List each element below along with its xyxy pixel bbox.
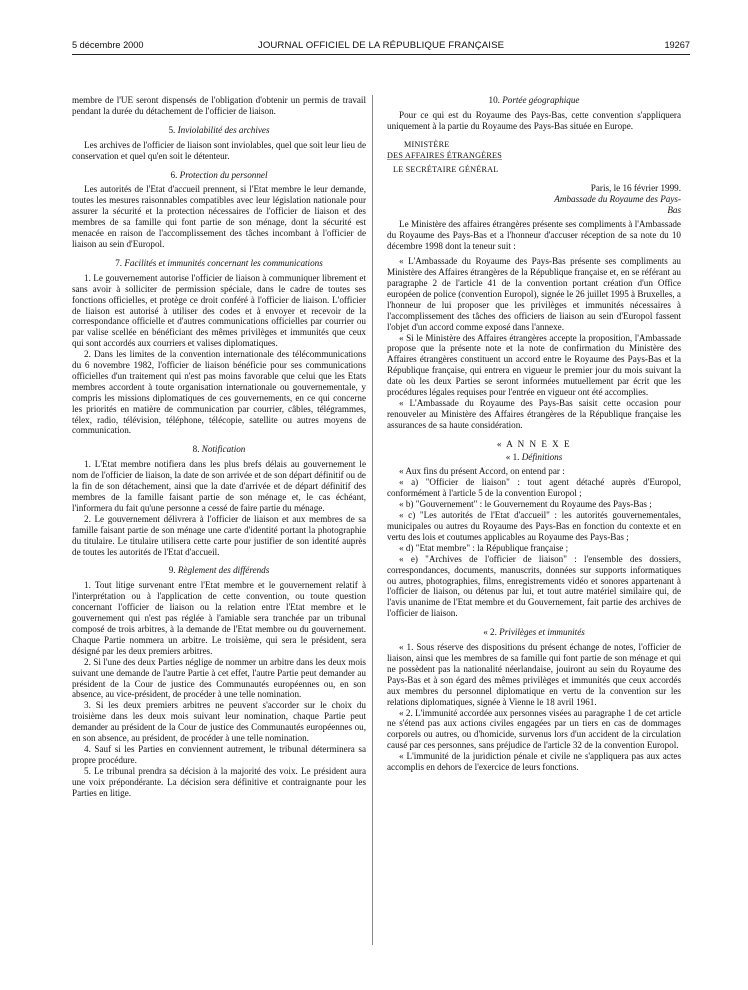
paragraph: 1. L'Etat membre notifiera dans les plus brefs délais au gouvernement le nom de l'officier de liaison, la date de son arrivée et de son départ définitif ou de la fin de son détachement, ainsi que la date d'arrivée et de départ définitif des membres de la famille faisant partie de son ménage et, le cas échéant, l'informera du fait qu'une personne a cessé de faire partie du ménage. (72, 459, 366, 513)
annex-heading: « A N N E X E (496, 438, 572, 449)
section-heading: 10. Portée géographique (488, 95, 580, 105)
definition-item: « a) "Officier de liaison" : tout agent détaché auprès d'Europol, conformément à l'article 5 de la convention Europol ; (387, 477, 681, 499)
paragraph: 2. Si l'une des deux Parties néglige de nommer un arbitre dans les deux mois suivant une demande de l'autre Partie à cet effet, l'autre Partie peut demander au président de la Cour de justice des Communautés européennes ou, en son absence, au vice-président, de procéder à une telle nomination. (72, 656, 366, 700)
paragraph: « Aux fins du présent Accord, on entend par : (399, 466, 565, 477)
definition-item: « b) "Gouvernement" : le Gouvernement du Royaume des Pays-Bas ; (399, 499, 652, 510)
section-heading: « 1. Définitions (505, 451, 563, 462)
header-rule (72, 54, 690, 55)
paragraph: 2. Dans les limites de la convention internationale des télécommunications du 6 novembre 1982, l'officier de liaison bénéficie pour ses communications officielles d'un traitement qui n'est pas moins favorable que celui que les Etats membres accordent à toute organisation internationale ou gouvernementale, y compris les missions diplomatiques de ces gouvernements, en ce qui concerne les priorités en matière de communication par courrier, câbles, télégrammes, télex, radio, télévision, téléphone, télécopie, satellite ou autres moyens de communication. (72, 349, 366, 436)
section-heading: 5. Inviolabilité des archives (168, 124, 270, 135)
place-date: Paris, le 16 février 1999. (590, 182, 681, 193)
paragraph: Pour ce qui est du Royaume des Pays-Bas, cette convention s'appliquera uniquement à la partie du Royaume des Pays-Bas située en Europe. (387, 109, 681, 131)
paragraph: 1. Le gouvernement autorise l'officier de liaison à communiquer librement et sans avoir à solliciter de permission spéciale, dans le cadre de toutes ses fonctions officielles, et protège ce droit conféré à l'officier de liaison. L'officier de liaison est autorisé à utiliser des codes et à envoyer et recevoir de la correspondance officielle et d'autres communications officielles par courrier ou par valise scellée en bénéficiant des mêmes privilèges et immunités que ceux qui sont accordés aux courriers et valises diplomatiques. (72, 272, 366, 349)
section-heading: 8. Notification (192, 444, 246, 455)
section-heading: 6. Protection du personnel (170, 169, 268, 180)
paragraph: « L'Ambassade du Royaume des Pays-Bas présente ses compliments au Ministère des Affaires étrangères de la République française et, en se référant au paragraphe 2 de l'article 41 de la convention portant création d'un Office européen de police (convention Europol), signée le 26 juillet 1995 à Bruxelles, a l'honneur de lui proposer que les privilèges et immunités nécessaires à l'accomplissement des tâches des officiers de liaison au sein d'Europol fassent l'objet d'un accord comme exposé dans l'annexe. (387, 256, 681, 332)
section-heading: 9. Règlement des différends (168, 565, 270, 576)
issue-date: 5 décembre 2000 (72, 40, 144, 50)
addressee: Ambassade du Royaume des Pays-Bas (554, 193, 681, 215)
paragraph: « Si le Ministère des Affaires étrangères accepte la proposition, l'Ambassade propose que la présente note et la note de confirmation du Ministère des Affaires étrangères constituent un accord entre le Royaume des Pays-Bas et la République française, qui entrera en vigueur le premier jour du mois suivant la date où les deux Parties se seront informées mutuellement par écrit que les procédures légales requises pour l'entrée en vigueur ont été accomplies. (387, 332, 681, 398)
definition-item: « e) "Archives de l'officier de liaison" : l'ensemble des dossiers, correspondances, documents, manuscrits, données sur supports informatiques ou autres, photographies, films, enregistrements vidéo et sonores appartenant à l'officier de liaison, ou détenus par lui, et tout autre matériel similaire qui, de l'avis unanime de l'Etat membre et du Gouvernement, fait partie des archives de l'officier de liaison. (387, 553, 681, 619)
paragraph: 4. Sauf si les Parties en conviennent autrement, le tribunal déterminera sa propre procédure. (72, 743, 366, 765)
page-number: 19267 (664, 40, 690, 50)
paragraph: « L'immunité de la juridiction pénale et civile ne s'appliquera pas aux actes accomplis en dehors de l'exercice de leurs fonctions. (387, 751, 681, 773)
paragraph: Les archives de l'officier de liaison sont inviolables, quel que soit leur lieu de conservation et quel qu'en soit le détenteur. (72, 139, 366, 161)
ministry-letterhead: MINISTÈRE DES AFFAIRES ÉTRANGÈRES LE SECRÉTAIRE GÉNÉRAL (387, 139, 502, 174)
section-heading: « 2. Privilèges et immunités (483, 627, 585, 638)
section-heading: 7. Facilités et immunités concernant les communications (115, 257, 323, 268)
left-column (72, 95, 366, 798)
paragraph: Les autorités de l'Etat d'accueil prennent, si l'Etat membre le leur demande, toutes les mesures raisonnables compatibles avec leur législation nationale pour assurer la sécurité et la protection nécessaires de l'officier de liaison et des membres de sa famille qui font partie de son ménage, dont la sécurité est menacée en raison de l'accomplissement des tâches incombant à l'officier de liaison au sein d'Europol. (72, 184, 366, 249)
definition-item: « c) "Les autorités de l'Etat d'accueil" : les autorités gouvernementales, municipales ou autres du Royaume des Pays-Bas en fonction du contexte et en vertu des lois et coutumes applicables au Royaume des Pays-Bas ; (387, 510, 681, 542)
column-divider (372, 95, 373, 945)
paragraph: « L'Ambassade du Royaume des Pays-Bas saisit cette occasion pour renouveler au Ministère des Affaires étrangères de la République française les assurances de sa haute considération. (387, 397, 681, 430)
definition-item: « d) "Etat membre" : la République française ; (399, 542, 569, 553)
paragraph: 1. Tout litige survenant entre l'Etat membre et le gouvernement relatif à l'interprétation ou à l'application de cette convention, ou toute question concernant l'officier de liaison ou la relation entre l'Etat membre et le gouvernement qui n'est pas réglée à l'amiable sera tranchée par un tribunal composé de trois arbitres, à la demande de l'Etat membre ou du gouvernement. Chaque Partie nommera un arbitre. Le troisième, qui sera le président, sera désigné par les deux premiers arbitres. (72, 580, 366, 656)
page-header (72, 40, 690, 54)
journal-title: JOURNAL OFFICIEL DE LA RÉPUBLIQUE FRANÇAISE (257, 40, 505, 51)
paragraph: « 2. L'immunité accordée aux personnes visées au paragraphe 1 de cet article ne s'étend pas aux actions civiles engagées par un tiers en cas de dommages corporels ou autres, ou d'homicide, survenus lors d'un accident de la circulation causé par ces personnes, sans préjudice de l'article 32 de la convention Europol. (387, 707, 681, 751)
paragraph: 2. Le gouvernement délivrera à l'officier de liaison et aux membres de sa famille faisant partie de son ménage une carte d'identité portant la photographie du titulaire. Le titulaire utilisera cette carte pour justifier de son identité auprès de toutes les autorités de l'Etat d'accueil. (72, 513, 366, 557)
paragraph: 5. Le tribunal prendra sa décision à la majorité des voix. Le président aura une voix prépondérante. La décision sera définitive et contraignante pour les Parties en litige. (72, 765, 366, 798)
paragraph: « 1. Sous réserve des dispositions du présent échange de notes, l'officier de liaison, ainsi que les membres de sa famille qui font partie de son ménage et qui ne possèdent pas la nationalité néerlandaise, jouiront au sein du Royaume des Pays-Bas et à son égard des mêmes privilèges et immunités que ceux accordés aux membres du personnel diplomatique en vertu de la convention sur les relations diplomatiques, signée à Vienne le 18 avril 1961. (387, 642, 681, 707)
paragraph: Le Ministère des affaires étrangères présente ses compliments à l'Ambassade du Royaume des Pays-Bas et a l'honneur d'accuser réception de sa note du 10 décembre 1998 dont la teneur suit : (387, 219, 681, 252)
paragraph: 3. Si les deux premiers arbitres ne peuvent s'accorder sur le choix du troisième dans les deux mois suivant leur nomination, chaque Partie peut demander au président de la Cour de justice des Communautés européennes ou, en son absence, au président, de procéder à une telle nomination. (72, 700, 366, 744)
intro-paragraph: membre de l'UE seront dispensés de l'obligation d'obtenir un permis de travail pendant la durée du détachement de l'officier de liaison. (72, 95, 366, 116)
right-column (387, 95, 681, 773)
